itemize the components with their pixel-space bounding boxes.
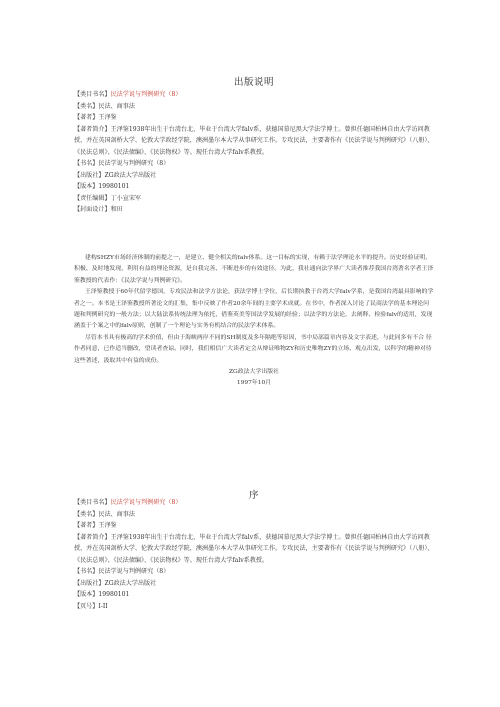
metadata-row xyxy=(74,532,434,567)
metadata-value: 王泽鉴1938年出生于台湾台北，毕业于台湾大学falv系，获德国慕尼黑大学法学博士。曾担任德国柏林自由大学访问教授，并在英国剑桥大学、伦敦大学政经学院，澳洲墨尔本大学从事研究工作。专攻民法，主要著作有《民法学说与判例研究》（八册）、《民法总则》、《民法债编》、《民法物权》等。现任台湾大学falv系教授。 xyxy=(74,125,434,156)
publication-date: 1997年10月 xyxy=(236,380,272,387)
paragraph: 建构SHZY市场经济体制的前提之一，是建立、健全相关的falv体系。这一目标的实现，有赖于法学理论水平的提升。历史经验证明，积极、及时地发现、利用有益的理论资源，是自我完善、不断进步的有效途径。为此，我社通向法学界广大读者推荐我国台湾著名学者王泽鉴教授的代表作：《民法学说与判例研究》。 xyxy=(74,255,434,284)
metadata-row xyxy=(74,158,434,170)
metadata-row xyxy=(74,124,434,159)
metadata-row xyxy=(74,101,434,113)
metadata-row xyxy=(74,181,434,193)
metadata-row xyxy=(74,89,434,101)
metadata-label: 【类名】 xyxy=(74,102,99,110)
metadata-value: 19980101 xyxy=(98,591,130,598)
metadata-row xyxy=(74,204,434,216)
metadata-value: 民法、商事法 xyxy=(98,102,135,110)
metadata-label: 【著者】 xyxy=(74,114,99,121)
metadata-value: I-II xyxy=(98,602,108,610)
metadata-label: 【版本】 xyxy=(74,591,99,598)
metadata-row xyxy=(74,193,434,205)
metadata-row xyxy=(74,566,434,578)
metadata-row xyxy=(74,170,434,182)
body-text xyxy=(74,253,434,390)
metadata-row xyxy=(74,520,434,532)
metadata-value: ZG政法大学出版社 xyxy=(104,579,157,587)
paragraph: 尽管本书具有极高的学术价值，但由于海峡两岸不同的SH制度及多年隔绝等原因，书中局部篇章内容及文字表述，与此同多有不合 径作者同意，已作适当删改，望读者查谅。同时，我们相信广大读者定会从辩证唯物ZY和历史唯物ZY的立场、观点出发，以科学的精神对待这些著述，汲取其中有益的成份。 xyxy=(74,334,432,364)
metadata-value: 民法学说与判例研究（8） xyxy=(110,91,182,98)
metadata-label: 【出版社】 xyxy=(74,171,105,179)
metadata-value: 19980101 xyxy=(98,183,130,190)
metadata-label: 【封面设计】 xyxy=(74,206,111,213)
metadata-value: ZG政法大学出版社 xyxy=(104,171,157,179)
metadata-row xyxy=(74,601,434,613)
metadata-value: 民法学说与判例研究（8） xyxy=(110,499,182,506)
section-title: 出版说明 xyxy=(233,77,274,88)
metadata-block xyxy=(74,89,434,216)
metadata-label: 【类目书名】 xyxy=(74,499,111,506)
metadata-row xyxy=(74,497,434,509)
publisher-signature: ZG政法大学出版社 xyxy=(228,369,280,376)
section-title: 序 xyxy=(248,490,259,501)
metadata-row xyxy=(74,578,434,590)
metadata-value: 王泽鉴 xyxy=(98,522,117,529)
metadata-value: 丁小宣宋军 xyxy=(110,194,142,202)
metadata-row xyxy=(74,112,434,124)
metadata-block xyxy=(74,497,434,612)
metadata-value: 王泽鉴 xyxy=(98,114,117,121)
metadata-value: 和田 xyxy=(110,206,123,213)
metadata-row xyxy=(74,509,434,521)
metadata-label: 【书名】 xyxy=(74,568,99,575)
metadata-label: 【著者简介】 xyxy=(74,533,111,541)
metadata-value: 民法学说与判例研究（8） xyxy=(98,160,170,167)
metadata-label: 【版本】 xyxy=(74,183,99,190)
metadata-label: 【类名】 xyxy=(74,510,99,518)
metadata-value: 民法学说与判例研究（8） xyxy=(98,568,170,575)
metadata-row xyxy=(74,589,434,601)
metadata-label: 【著者】 xyxy=(74,522,99,529)
metadata-label: 【页号】 xyxy=(74,602,99,610)
metadata-label: 【类目书名】 xyxy=(74,91,111,98)
metadata-label: 【责任编辑】 xyxy=(74,194,111,202)
metadata-label: 【书名】 xyxy=(74,160,99,167)
paragraph: 王泽鉴教授于60年代留学德国，专攻民法和法学方法论，获法学博士学位，后长期执教于台湾大学falv学系，是我国台湾最具影响的学者之一。本书是王泽鉴教授所著论文的汇集，集中反映了作者20余年间的主要学术成就。在书中，作者深入讨论了民商法学的基本理论问题和判例研究的一般方法；以大陆法系传统法理为依托，借鉴英美等国法学发展的经验；以法学的方法论，去阐释、检验falv的适用，发现涵盖于个案之中的falv原则，创制了一个理论与实务有机结合的民法学术体系。 xyxy=(74,289,434,330)
metadata-value: 民法、商事法 xyxy=(98,510,135,518)
metadata-label: 【著者简介】 xyxy=(74,125,111,133)
metadata-label: 【出版社】 xyxy=(74,579,105,587)
metadata-value: 王泽鉴1938年出生于台湾台北，毕业于台湾大学falv系，获德国慕尼黑大学法学博士。曾担任德国柏林自由大学访问教授，并在英国剑桥大学、伦敦大学政经学院，澳洲墨尔本大学从事研究工作。专攻民法，主要著作有《民法学说与判例研究》（八册）、《民法总则》、《民法债编》、《民法物权》等。现任台湾大学falv系教授。 xyxy=(74,533,434,564)
